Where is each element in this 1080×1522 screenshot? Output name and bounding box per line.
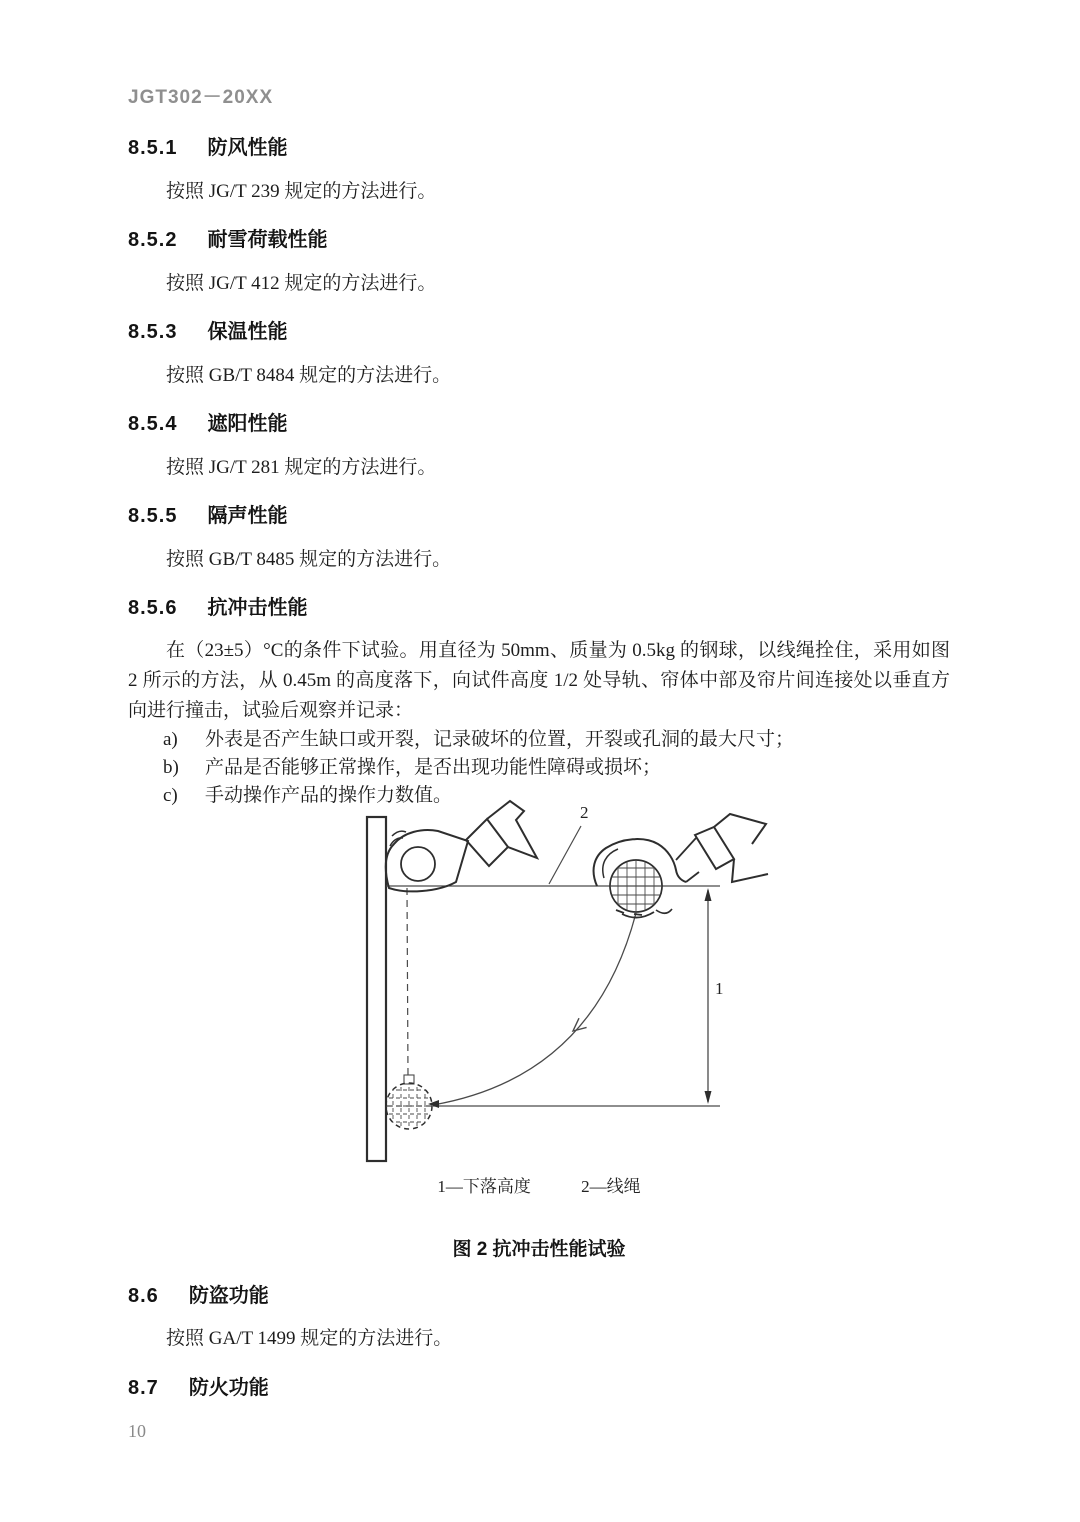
section-body: 按照 GA/T 1499 规定的方法进行。 xyxy=(166,1328,453,1349)
swing-arc xyxy=(433,913,636,1105)
section-heading xyxy=(128,1284,950,1308)
impact-test-figure xyxy=(128,798,950,1262)
section-number: 8.5.3 xyxy=(128,321,178,343)
section-body: 按照 JG/T 281 规定的方法进行。 xyxy=(166,457,437,478)
section-8-7 xyxy=(128,1376,950,1400)
section-number: 8.5.4 xyxy=(128,413,178,435)
list-text: 手动操作产品的操作力数值。 xyxy=(205,785,453,806)
arc-end-arrow xyxy=(428,1100,439,1108)
standard-code-header: JGT302－20XX xyxy=(128,87,274,108)
steel-ball-raised-hatch xyxy=(606,858,666,914)
section-8-5-6 xyxy=(128,596,950,810)
list-text: 产品是否能够正常操作，是否出现功能性障碍或损坏； xyxy=(205,757,662,778)
section-body: 按照 JG/T 412 规定的方法进行。 xyxy=(166,273,437,294)
figure-caption: 图 2 抗冲击性能试验 xyxy=(452,1239,626,1260)
list-item xyxy=(128,726,950,754)
section-title: 抗冲击性能 xyxy=(207,597,308,619)
section-heading xyxy=(128,504,950,528)
section-title: 隔声性能 xyxy=(207,505,288,527)
section-body: 按照 GB/T 8485 规定的方法进行。 xyxy=(166,549,452,570)
list-item xyxy=(128,782,950,810)
impact-test-paragraph: 在（23±5）°C的条件下试验。用直径为 50mm、质量为 0.5kg 的钢球，以线绳拴住，采用如图 2 所示的方法，从 0.45m 的高度落下，向试件高度 1/2 处导轨、帘体中部及帘片间连接处以垂直方向进行撞击，试验后观察并记录： xyxy=(128,640,950,721)
section-title: 防火功能 xyxy=(188,1377,269,1399)
left-sleeve-cuff xyxy=(466,819,508,866)
section-heading xyxy=(128,596,950,620)
section-heading xyxy=(128,412,950,436)
figure-label-height: 1 xyxy=(715,979,724,998)
section-8-5-1 xyxy=(128,136,950,204)
list-marker: a) xyxy=(163,729,178,750)
arrowhead-up xyxy=(705,888,712,901)
section-number: 8.5.1 xyxy=(128,137,178,159)
figure-legend xyxy=(128,1176,950,1198)
arrowhead-down xyxy=(705,1091,712,1104)
section-heading xyxy=(128,228,950,252)
section-8-5-4 xyxy=(128,412,950,480)
section-heading xyxy=(128,136,950,160)
section-title: 防风性能 xyxy=(207,137,288,159)
section-number: 8.5.6 xyxy=(128,597,178,619)
section-heading xyxy=(128,320,950,344)
list-marker: b) xyxy=(163,757,179,778)
section-number: 8.5.5 xyxy=(128,505,178,527)
list-item xyxy=(128,754,950,782)
section-title: 耐雪荷载性能 xyxy=(207,229,328,251)
section-8-5-3 xyxy=(128,320,950,388)
section-body: 按照 GB/T 8484 规定的方法进行。 xyxy=(166,365,452,386)
wall xyxy=(367,817,386,1161)
list-text: 外表是否产生缺口或开裂，记录破坏的位置，开裂或孔洞的最大尺寸； xyxy=(205,729,795,750)
impact-observation-list xyxy=(128,726,950,810)
section-heading xyxy=(128,1376,950,1400)
figure-label-rope: 2 xyxy=(580,803,589,822)
pendulum-diagram xyxy=(340,798,780,1170)
legend-rope: 2—线绳 xyxy=(581,1177,641,1196)
section-title: 遮阳性能 xyxy=(207,413,288,435)
hand-grip-opening xyxy=(401,847,435,881)
legend-drop-height: 1—下落高度 xyxy=(437,1177,531,1196)
section-number: 8.7 xyxy=(128,1377,159,1399)
section-number: 8.5.2 xyxy=(128,229,178,251)
section-8-6 xyxy=(128,1284,950,1351)
section-number: 8.6 xyxy=(128,1285,159,1307)
plumb-dashed-line xyxy=(407,888,408,1076)
right-sleeve-cuff xyxy=(695,827,734,869)
section-8-5-5 xyxy=(128,504,950,572)
section-body: 按照 JG/T 239 规定的方法进行。 xyxy=(166,181,437,202)
rope-callout-line xyxy=(549,826,581,884)
section-title: 保温性能 xyxy=(207,321,288,343)
page-number: 10 xyxy=(128,1421,146,1441)
list-marker: c) xyxy=(163,785,178,806)
section-8-5-2 xyxy=(128,228,950,296)
hand-holding-rope xyxy=(386,801,537,891)
section-title: 防盗功能 xyxy=(188,1285,269,1307)
